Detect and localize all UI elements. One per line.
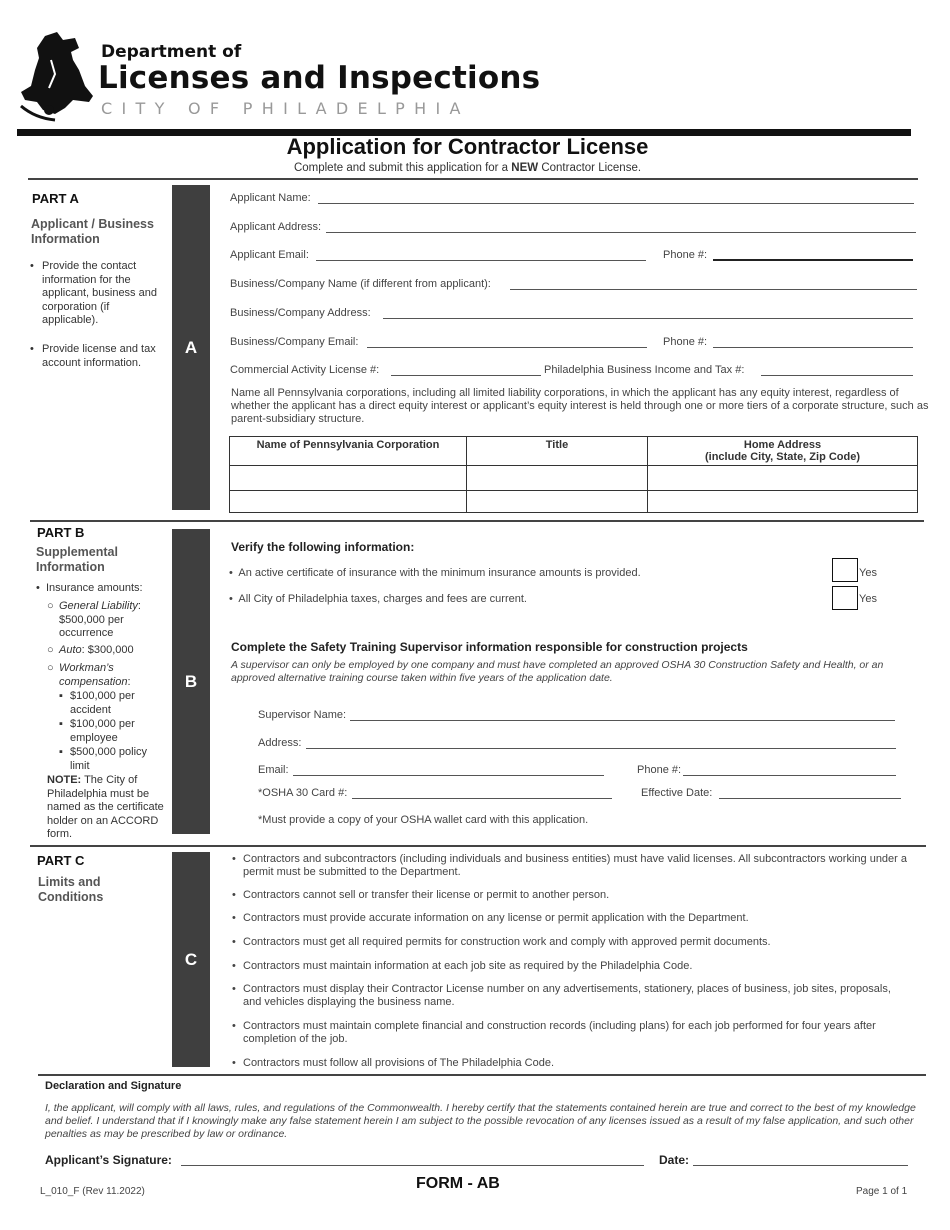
commercial-activity-license-label: Commercial Activity License #: [230, 364, 380, 376]
corp-name-cell[interactable] [230, 466, 467, 491]
osha-card-field[interactable] [352, 798, 612, 799]
condition-item: • Contractors must follow all provisions of The Philadelphia Code. [243, 1057, 913, 1070]
condition-item: • Contractors and subcontractors (including individuals and business entities) must have valid licenses. All subcontractors working under a permit must be submitted to the Department. [243, 853, 913, 879]
part-a-top-rule [28, 178, 918, 180]
workman-subitem: ▪ $100,000 per employee [59, 718, 135, 744]
business-address-label: Business/Company Address: [230, 307, 371, 319]
business-email-field[interactable] [367, 347, 647, 348]
applicant-address-field[interactable] [326, 232, 916, 233]
insurance-yes-checkbox[interactable] [832, 558, 858, 582]
corp-title-cell[interactable] [467, 466, 648, 491]
supervisor-phone-label: Phone #: [637, 764, 682, 776]
part-a-bullet: Provide the contact information for the applicant, business and corporation (if applicable). [42, 260, 157, 326]
business-address-field[interactable] [383, 318, 913, 319]
part-a-bullet: Provide license and tax account information. [42, 343, 156, 369]
date-field[interactable] [693, 1165, 908, 1166]
corp-col-name-header: Name of Pennsylvania Corporation [230, 437, 467, 466]
corp-address-cell[interactable] [648, 466, 918, 491]
supervisor-name-field[interactable] [350, 720, 895, 721]
general-liability-item: ○ General Liability: $500,000 per occurrence [47, 600, 141, 639]
part-b-bar: B [172, 529, 210, 834]
condition-item: • Contractors must display their Contractor License number on any advertisements, stationery, places of business, job sites, proposals, and vehicles displaying the business name. [243, 983, 903, 1009]
corporation-table [229, 436, 918, 513]
condition-item: • Contractors cannot sell or transfer their license or permit to another person. [243, 889, 913, 902]
applicant-email-field[interactable] [316, 260, 646, 261]
page-number: Page 1 of 1 [856, 1186, 908, 1197]
corp-name-cell[interactable] [230, 491, 467, 513]
declaration-top-rule [38, 1074, 926, 1076]
applicant-name-label: Applicant Name: [230, 192, 311, 204]
part-a-subheading: Applicant / Business Information [31, 217, 154, 246]
liberty-bell-logo-icon [15, 30, 99, 122]
business-name-label: Business/Company Name (if different from applicant): [230, 278, 491, 290]
osha-note: *Must provide a copy of your OSHA wallet card with this application. [258, 814, 589, 826]
table-row [230, 466, 918, 491]
applicant-phone-field[interactable] [713, 259, 913, 261]
osha-card-label: *OSHA 30 Card #: [258, 787, 348, 799]
logo-department-line: Department of [101, 42, 242, 62]
part-a-bullet-dot: • [30, 260, 34, 272]
form-code: L_010_F (Rev 11.2022) [40, 1186, 145, 1197]
business-email-label: Business/Company Email: [230, 336, 359, 348]
signature-label: Applicant’s Signature: [45, 1153, 172, 1167]
taxes-yes-checkbox[interactable] [832, 586, 858, 610]
logo-agency-name: Licenses and Inspections [98, 60, 541, 96]
part-a-heading: PART A [32, 191, 79, 206]
applicant-name-field[interactable] [318, 203, 914, 204]
applicant-email-label: Applicant Email: [230, 249, 309, 261]
declaration-text: I, the applicant, will comply with all laws, rules, and regulations of the Commonwealth. I hereby certify that the statements contained herein are true and correct to the best of my knowledge and belief. I understand that if I knowingly make any false statement herein I am subject to the possible revocation of any licenses issued as a result of my false application, and such other penalties as may be prescribed by law or ordinance. [45, 1102, 916, 1140]
part-c-heading: PART C [37, 853, 85, 868]
part-a-bar: A [172, 185, 210, 510]
insurance-amounts-label: • Insurance amounts: [36, 582, 143, 594]
signature-field[interactable] [181, 1165, 644, 1166]
workman-subitem: ▪ $500,000 policy limit [59, 746, 148, 772]
table-row [230, 491, 918, 513]
condition-item: • Contractors must maintain complete financial and construction records (including plans) for each job performed for four years after completion of the job. [243, 1020, 923, 1046]
effective-date-field[interactable] [719, 798, 901, 799]
corp-address-cell[interactable] [648, 491, 918, 513]
safety-heading: Complete the Safety Training Supervisor information responsible for construction projects [231, 640, 748, 654]
effective-date-label: Effective Date: [641, 787, 713, 799]
workman-subitem: ▪ $100,000 per accident [59, 690, 135, 716]
part-c-top-rule [30, 845, 926, 847]
safety-note: A supervisor can only be employed by one company and must have completed an approved OSHA 30 Construction Safety and Health, or an approved alternative training course taken within five years of the application date. [231, 659, 884, 684]
part-b-subheading: Supplemental Information [36, 545, 118, 574]
part-b-top-rule [30, 520, 924, 522]
business-tax-label: Philadelphia Business Income and Tax #: [544, 364, 745, 376]
part-c-subheading: Limits and Conditions [38, 875, 104, 904]
verify-insurance-item: • An active certificate of insurance with the minimum insurance amounts is provided. [229, 567, 641, 579]
corp-col-address-header: Home Address (include City, State, Zip Code) [648, 437, 918, 466]
date-label: Date: [659, 1153, 690, 1167]
part-c-bar: C [172, 852, 210, 1067]
supervisor-email-label: Email: [258, 764, 289, 776]
taxes-yes-label: Yes [859, 593, 877, 605]
condition-item: • Contractors must provide accurate information on any license or permit application with the Department. [243, 912, 913, 925]
part-b-heading: PART B [37, 525, 85, 540]
applicant-address-label: Applicant Address: [230, 221, 322, 233]
page-title: Application for Contractor License [286, 134, 649, 159]
supervisor-address-field[interactable] [306, 748, 896, 749]
commercial-activity-license-field[interactable] [391, 375, 541, 376]
workman-item: ○ Workman’s compensation: [47, 662, 131, 688]
part-a-bullet-dot: • [30, 343, 34, 355]
supervisor-name-label: Supervisor Name: [258, 709, 347, 721]
applicant-phone-label: Phone #: [663, 249, 708, 261]
corp-title-cell[interactable] [467, 491, 648, 513]
logo-city-line: CITY OF PHILADELPHIA [101, 99, 470, 118]
supervisor-phone-field[interactable] [683, 775, 896, 776]
insurance-yes-label: Yes [859, 567, 877, 579]
supervisor-email-field[interactable] [293, 775, 604, 776]
verify-taxes-item: • All City of Philadelphia taxes, charges and fees are current. [229, 593, 527, 605]
business-tax-field[interactable] [761, 375, 913, 376]
condition-item: • Contractors must maintain information at each job site as required by the Philadelphia Code. [243, 960, 913, 973]
certificate-holder-note: NOTE: The City of Philadelphia must be named as the certificate holder on an ACCORD form. [47, 774, 164, 840]
declaration-heading: Declaration and Signature [45, 1080, 182, 1092]
corporation-instructions: Name all Pennsylvania corporations, including all limited liability corporations, in which the applicant has any equity interest, regardless of whether the applicant has a direct equity interest or applicant’s equity interest is held through one or more tiers of a corporate structure, such as parent-subsidiary structure. [231, 387, 929, 425]
condition-item: • Contractors must get all required permits for construction work and comply with approved permit documents. [243, 936, 913, 949]
auto-item: ○ Auto: $300,000 [47, 644, 134, 656]
business-name-field[interactable] [510, 289, 917, 290]
business-phone-field[interactable] [713, 347, 913, 348]
business-phone-label: Phone #: [663, 336, 708, 348]
verify-heading: Verify the following information: [231, 540, 415, 554]
supervisor-address-label: Address: [258, 737, 302, 749]
page-subtitle: Complete and submit this application for a NEW Contractor License. [293, 162, 642, 174]
corp-col-title-header: Title [467, 437, 648, 466]
form-name: FORM - AB [416, 1175, 500, 1192]
